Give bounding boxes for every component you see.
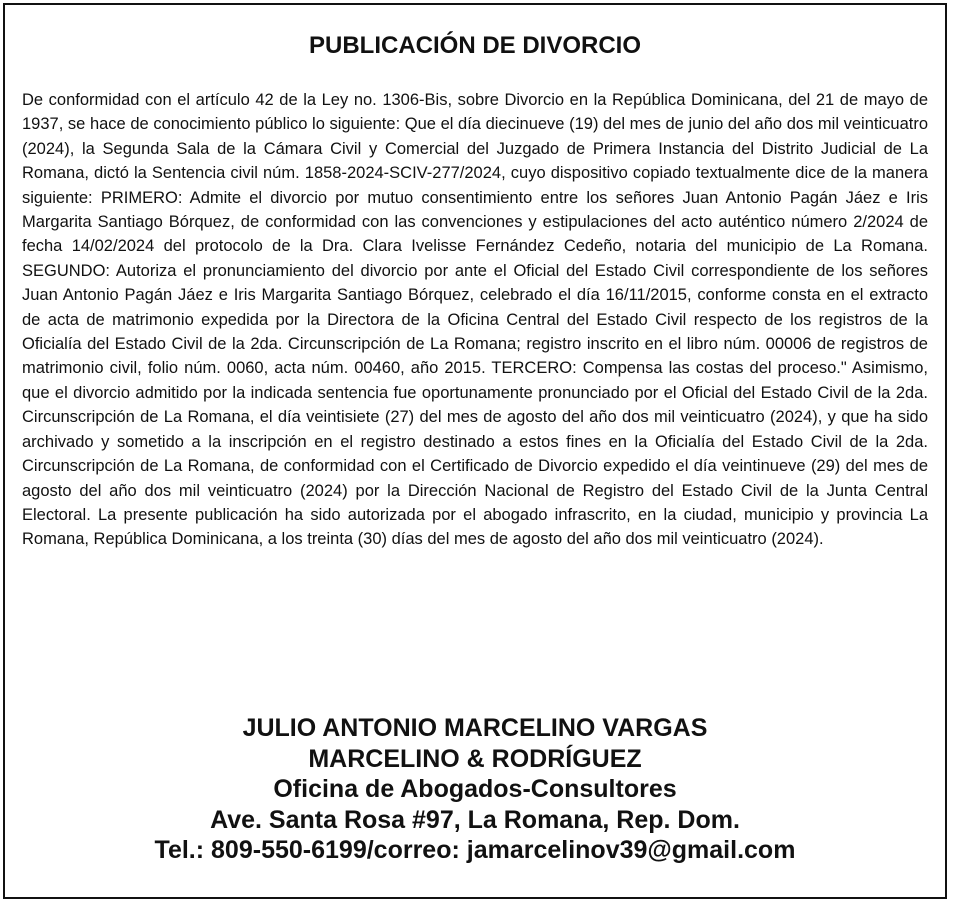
notice-body: De conformidad con el artículo 42 de la Ley no. 1306-Bis, sobre Divorcio en la República Dominicana, del 21 de mayo de 1937, se hace de conocimiento público lo siguiente: Que el día diecinueve (19) del mes de junio del año dos mil veinticuatro (2024), la Segunda Sala de la Cámara Civil y Comercial del Juzgado de Primera Instancia del Distrito Judicial de La Romana, dictó la Sentencia civil núm. 1858-2024-SCIV-277/2024, cuyo dispositivo copiado textualmente dice de la manera siguiente: PRIMERO: Admite el divorcio por mutuo consentimiento entre los señores Juan Antonio Pagán Jáez e Iris Margarita Santiago Bórquez, de conformidad con las convenciones y estipulaciones del acto auténtico número 2/2024 de fecha 14/02/2024 del protocolo de la Dra. Clara Ivelisse Fernández Cedeño, notaria del municipio de La Romana. SEGUNDO: Autoriza el pronunciamiento del divorcio por ante el Oficial del Estado Civil correspondiente de los señores Juan Antonio Pagán Jáez e Iris Margarita Santiago Bórquez, celebrado el día 16/11/2015, conforme consta en el extracto de acta de matrimonio expedida por la Directora de la Oficina Central del Estado Civil respecto de los registros de la Oficialía del Estado Civil de la 2da. Circunscripción de La Romana; registro inscrito en el libro núm. 00006 de registros de matrimonio civil, folio núm. 0060, acta núm. 00460, año 2015. TERCERO: Compensa las costas del proceso." Asimismo, que el divorcio admitido por la indicada sentencia fue oportunamente pronunciado por el Oficial del Estado Civil de la 2da. Circunscripción de La Romana, el día veintisiete (27) del mes de agosto del año dos mil veinticuatro (2024), y que ha sido archivado y sometido a la inscripción en el registro destinado a estos fines en la Oficialía del Estado Civil de la 2da. Circunscripción de La Romana, de conformidad con el Certificado de Divorcio expedido el día veintinueve (29) del mes de agosto del año dos mil veinticuatro (2024) por la Dirección Nacional de Registro del Estado Civil de la Junta Central Electoral. La presente publicación ha sido autorizada por el abogado infrascrito, en la ciudad, municipio y provincia La Romana, República Dominicana, a los treinta (30) días del mes de agosto del año dos mil veinticuatro (2024). xyxy=(22,91,928,549)
office-address: Ave. Santa Rosa #97, La Romana, Rep. Dom. xyxy=(210,805,740,834)
lawyer-name: JULIO ANTONIO MARCELINO VARGAS xyxy=(242,714,708,742)
law-firm-name: MARCELINO & RODRÍGUEZ xyxy=(308,744,642,773)
notice-title: PUBLICACIÓN DE DIVORCIO xyxy=(308,32,641,59)
divorce-notice xyxy=(3,3,947,899)
contact-info: Tel.: 809-550-6199/correo: jamarcelinov39@gmail.com xyxy=(154,836,796,864)
office-description: Oficina de Abogados-Consultores xyxy=(273,775,677,803)
signature-block xyxy=(5,713,945,866)
